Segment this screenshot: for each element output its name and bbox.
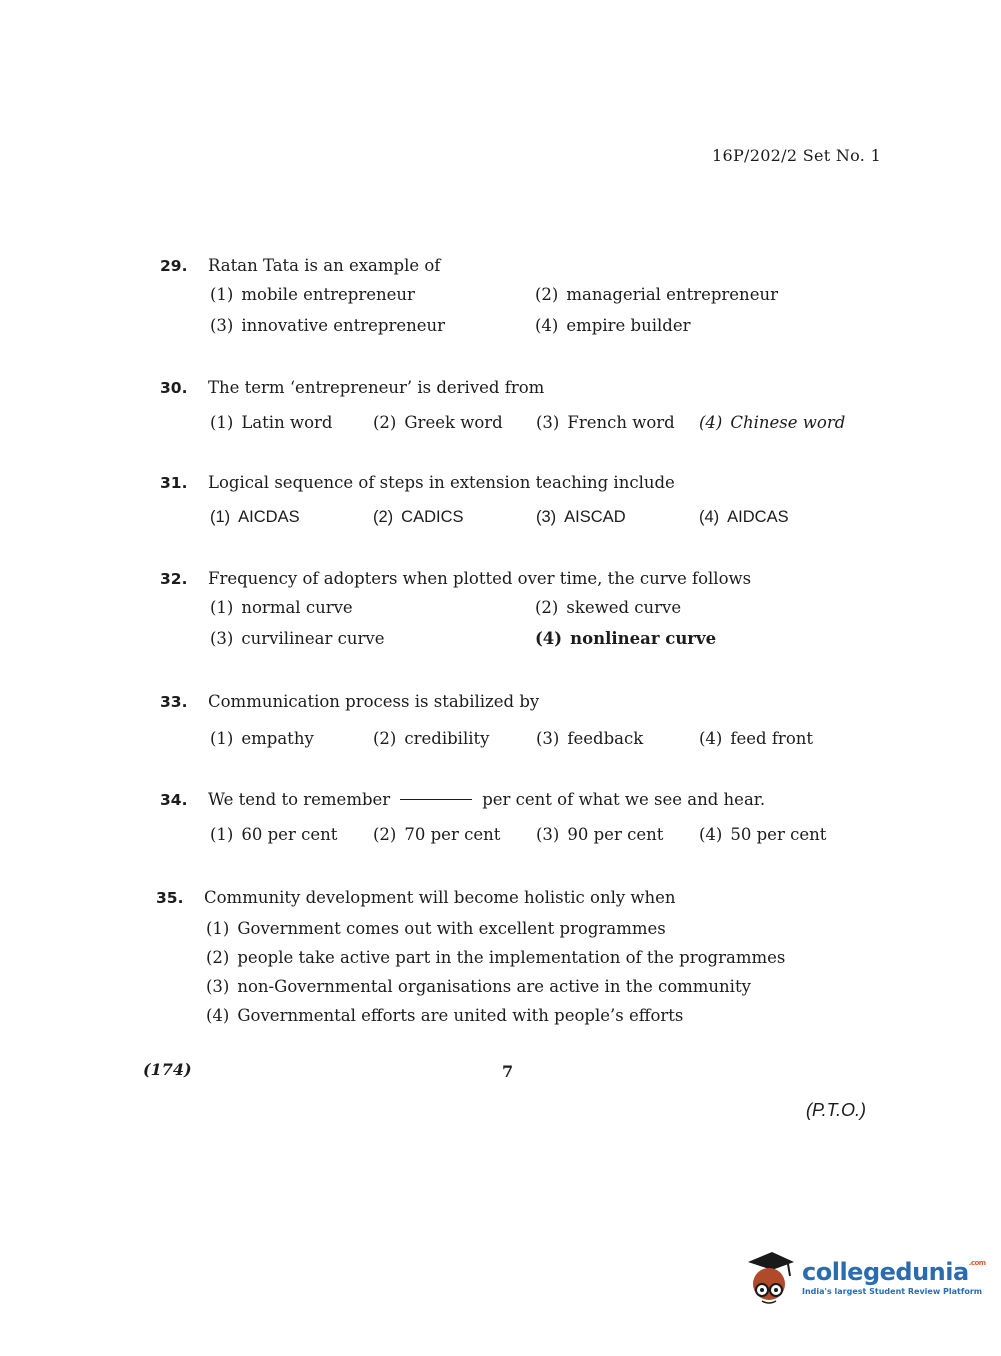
question-text: Ratan Tata is an example of bbox=[208, 256, 441, 275]
question-31 bbox=[160, 473, 860, 527]
brand-suffix: .com bbox=[968, 1259, 986, 1267]
options-row bbox=[210, 825, 860, 844]
option-1: (1) mobile entrepreneur bbox=[210, 285, 415, 304]
question-text: The term ‘entrepreneur’ is derived from bbox=[208, 378, 545, 397]
option-2: (2) managerial entrepreneur bbox=[535, 285, 778, 304]
mascot-logo-icon bbox=[742, 1248, 798, 1308]
option-3: (3) non-Governmental organisations are active in the community bbox=[206, 977, 751, 996]
options-list bbox=[206, 919, 856, 1025]
options-row bbox=[210, 413, 860, 432]
option-4: (4) empire builder bbox=[535, 316, 691, 335]
option-2: (2) skewed curve bbox=[535, 598, 682, 617]
question-32 bbox=[160, 569, 860, 648]
option-3: (3) curvilinear curve bbox=[210, 629, 385, 648]
option-2: (2) Greek word bbox=[373, 413, 503, 432]
question-text: Communication process is stabilized by bbox=[208, 692, 540, 711]
answer-blank bbox=[400, 799, 472, 800]
option-2: (2) CADICS bbox=[373, 508, 464, 526]
option-1: (1) normal curve bbox=[210, 598, 353, 617]
question-33 bbox=[160, 692, 860, 748]
question-number: 30. bbox=[160, 379, 188, 397]
option-3: (3) innovative entrepreneur bbox=[210, 316, 446, 335]
question-text: Community development will become holistic only when bbox=[204, 888, 676, 907]
option-2: (2) people take active part in the implementation of the programmes bbox=[206, 948, 786, 967]
option-1: (1) Latin word bbox=[210, 413, 333, 432]
question-text: We tend to remember per cent of what we see and hear. bbox=[208, 790, 766, 809]
option-1: (1) empathy bbox=[210, 729, 314, 748]
question-number: 31. bbox=[160, 474, 188, 492]
booklet-code: (174) bbox=[143, 1060, 192, 1079]
option-3: (3) 90 per cent bbox=[536, 825, 664, 844]
question-number: 29. bbox=[160, 257, 188, 275]
question-number: 34. bbox=[160, 791, 188, 809]
option-3: (3) French word bbox=[536, 413, 675, 432]
options-row bbox=[210, 508, 860, 527]
option-4: (4) nonlinear curve bbox=[535, 629, 717, 648]
option-4: (4) 50 per cent bbox=[699, 825, 827, 844]
question-number: 32. bbox=[160, 570, 188, 588]
question-number: 35. bbox=[156, 889, 184, 907]
option-1: (1) 60 per cent bbox=[210, 825, 338, 844]
collegedunia-watermark bbox=[742, 1248, 986, 1308]
option-1: (1) Government comes out with excellent programmes bbox=[206, 919, 666, 938]
option-3: (3) AISCAD bbox=[536, 508, 626, 526]
page-code: 16P/202/2 Set No. 1 bbox=[712, 146, 882, 165]
pto-note: (P.T.O.) bbox=[806, 1100, 867, 1120]
option-4: (4) feed front bbox=[699, 729, 814, 748]
options-grid bbox=[210, 598, 860, 648]
option-4: (4) Chinese word bbox=[699, 413, 846, 432]
option-4: (4) Governmental efforts are united with people’s efforts bbox=[206, 1006, 684, 1025]
question-29 bbox=[160, 256, 860, 335]
question-text: Logical sequence of steps in extension teaching include bbox=[208, 473, 675, 492]
option-1: (1) AICDAS bbox=[210, 508, 300, 526]
options-grid bbox=[210, 285, 860, 335]
page-number: 7 bbox=[502, 1062, 514, 1081]
brand-tagline: India's largest Student Review Platform bbox=[802, 1287, 983, 1296]
question-35 bbox=[156, 888, 856, 1035]
question-30 bbox=[160, 378, 860, 432]
question-number: 33. bbox=[160, 693, 188, 711]
question-text: Frequency of adopters when plotted over time, the curve follows bbox=[208, 569, 752, 588]
options-row bbox=[210, 729, 860, 748]
brand-name: collegedunia bbox=[802, 1258, 969, 1286]
option-4: (4) AIDCAS bbox=[699, 508, 789, 526]
option-2: (2) credibility bbox=[373, 729, 490, 748]
option-2: (2) 70 per cent bbox=[373, 825, 501, 844]
option-3: (3) feedback bbox=[536, 729, 644, 748]
question-34 bbox=[160, 790, 860, 844]
